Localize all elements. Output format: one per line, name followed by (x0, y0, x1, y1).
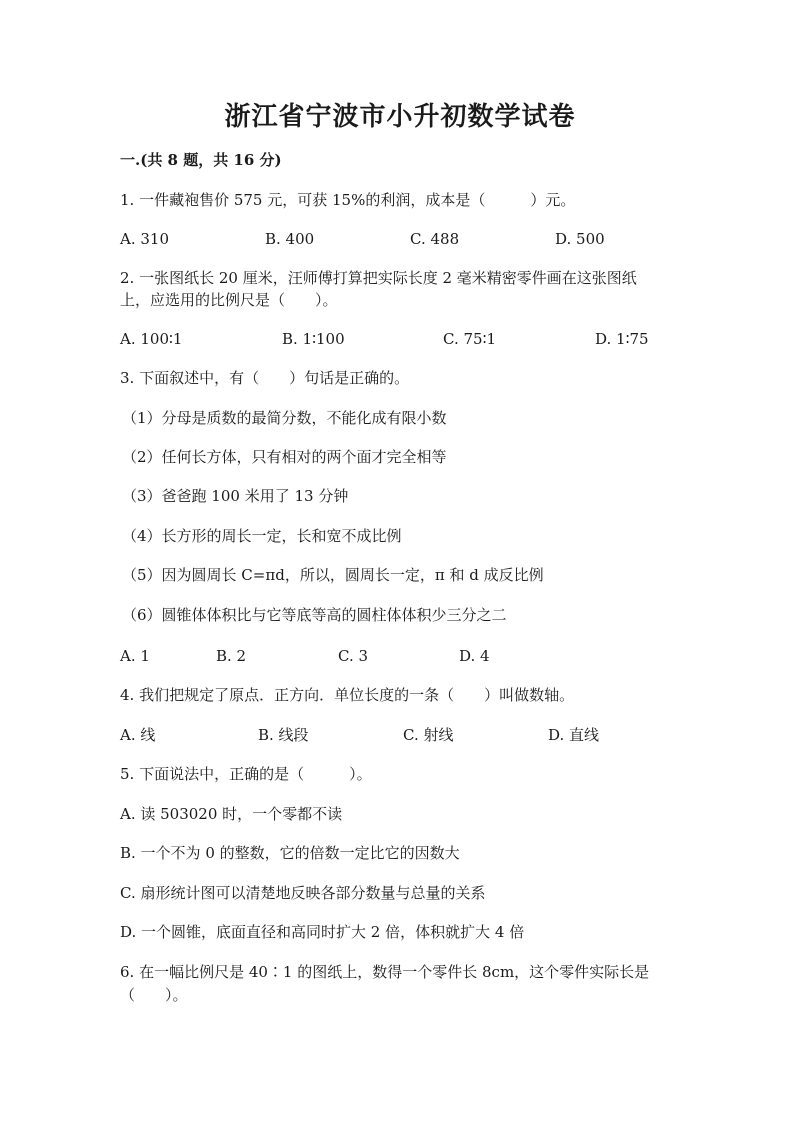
q3-option-c: C. 3 (338, 647, 369, 665)
q2-option-d: D. 1∶75 (595, 330, 649, 348)
q1-option-c: C. 488 (410, 230, 460, 248)
q3-statement-5: （5）因为圆周长 C=πd，所以，圆周长一定，π 和 d 成反比例 (122, 566, 544, 584)
q3-option-b: B. 2 (216, 647, 247, 665)
q5-option-d: D. 一个圆锥，底面直径和高同时扩大 2 倍，体积就扩大 4 倍 (120, 923, 525, 941)
q1-option-b: B. 400 (265, 230, 315, 248)
question-2-line-1: 2. 一张图纸长 20 厘米，汪师傅打算把实际长度 2 毫米精密零件画在这张图纸 (120, 269, 637, 287)
q5-option-b: B. 一个不为 0 的整数，它的倍数一定比它的因数大 (120, 844, 460, 862)
question-3: 3. 下面叙述中，有（ ）句话是正确的。 (120, 369, 410, 387)
section-heading: 一.(共 8 题，共 16 分) (120, 151, 282, 169)
q3-option-a: A. 1 (120, 647, 150, 665)
question-5: 5. 下面说法中，正确的是（ ）。 (120, 765, 372, 783)
exam-title: 浙江省宁波市小升初数学试卷 (224, 102, 576, 132)
q5-option-a: A. 读 503020 时，一个零都不读 (120, 805, 343, 823)
question-2-line-2: 上，应选用的比例尺是（ ）。 (120, 291, 338, 309)
q1-option-a: A. 310 (120, 230, 169, 248)
q2-option-a: A. 100∶1 (120, 330, 183, 348)
q2-option-c: C. 75∶1 (443, 330, 497, 348)
question-6-line-2: （ ）。 (120, 986, 188, 1004)
q3-statement-1: （1）分母是质数的最简分数，不能化成有限小数 (122, 409, 447, 427)
question-1: 1. 一件藏袍售价 575 元，可获 15%的利润，成本是（ ）元。 (120, 191, 576, 209)
q3-statement-4: （4）长方形的周长一定，长和宽不成比例 (122, 527, 402, 545)
q4-option-b: B. 线段 (258, 726, 309, 744)
q4-option-c: C. 射线 (403, 726, 454, 744)
q3-statement-3: （3）爸爸跑 100 米用了 13 分钟 (122, 487, 349, 505)
q5-option-c: C. 扇形统计图可以清楚地反映各部分数量与总量的关系 (120, 884, 486, 902)
q3-statement-6: （6）圆锥体体积比与它等底等高的圆柱体体积少三分之二 (122, 606, 507, 624)
q4-option-a: A. 线 (120, 726, 156, 744)
question-4: 4. 我们把规定了原点．正方向．单位长度的一条（ ）叫做数轴。 (120, 686, 575, 704)
q3-statement-2: （2）任何长方体，只有相对的两个面才完全相等 (122, 448, 447, 466)
q3-option-d: D. 4 (459, 647, 490, 665)
question-6-line-1: 6. 在一幅比例尺是 40∶1 的图纸上，数得一个零件长 8cm，这个零件实际长是 (120, 963, 650, 981)
q2-option-b: B. 1∶100 (282, 330, 345, 348)
q4-option-d: D. 直线 (548, 726, 600, 744)
q1-option-d: D. 500 (555, 230, 605, 248)
